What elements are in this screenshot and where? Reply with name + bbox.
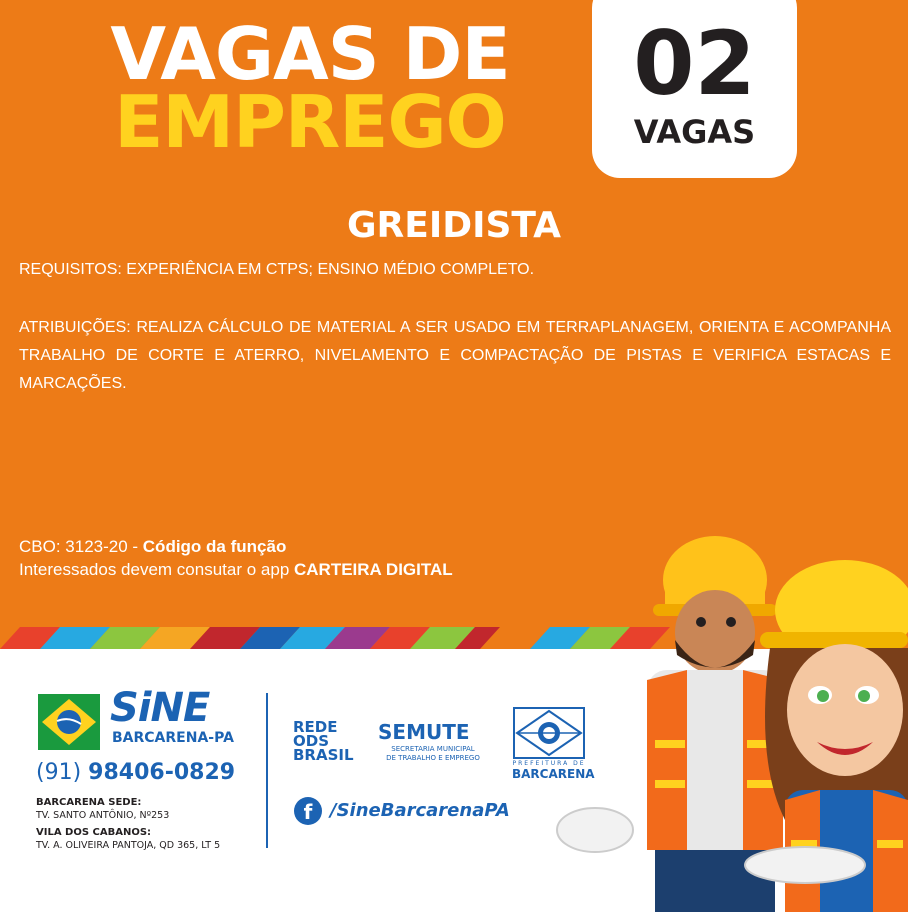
vacancy-count: 02 <box>633 12 756 115</box>
sine-logo: SiNE <box>110 685 210 731</box>
phone-area: (91) <box>36 760 89 785</box>
app-name: CARTEIRA DIGITAL <box>294 560 453 579</box>
rede-line2: ODS <box>293 732 330 750</box>
facebook-icon: f <box>294 797 322 825</box>
footer-divider <box>266 693 268 848</box>
semute-logo: SEMUTE <box>378 720 470 744</box>
headline-line1: VAGAS DE <box>110 12 510 96</box>
cbo-line <box>19 537 286 557</box>
prefeitura-name: BARCARENA <box>512 767 595 781</box>
interest-text: Interessados devem consutar o app <box>19 560 294 579</box>
semute-line1: SECRETARIA MUNICIPAL <box>391 745 475 753</box>
sine-city: BARCARENA-PA <box>112 730 234 746</box>
rede-ods-logo <box>293 720 354 762</box>
headline-line2: EMPREGO <box>114 80 506 164</box>
rede-line3: BRASIL <box>293 746 354 764</box>
semute-subtitle <box>378 745 488 763</box>
workers-illustration <box>555 520 908 912</box>
address-text: TV. SANTO ANTÔNIO, Nº253 <box>36 810 170 821</box>
phone-digits: 98406-0829 <box>88 760 236 785</box>
brazil-flag-icon <box>38 694 100 750</box>
prefeitura-label: PREFEITURA DE <box>512 760 586 767</box>
vacancy-badge <box>592 0 797 178</box>
vacancy-label: VAGAS <box>633 113 756 151</box>
address-heading: VILA DOS CABANOS: <box>36 827 152 838</box>
address-heading: BARCARENA SEDE: <box>36 797 142 808</box>
cbo-code: CBO: 3123-20 - <box>19 537 143 556</box>
facebook-handle[interactable]: /SineBarcarenaPA <box>330 800 510 821</box>
job-title: GREIDISTA <box>346 205 562 246</box>
job-requirements: REQUISITOS: EXPERIÊNCIA EM CTPS; ENSINO MÉDIO COMPLETO. <box>19 261 535 278</box>
semute-line2: DE TRABALHO E EMPREGO <box>386 754 480 762</box>
cbo-label: Código da função <box>142 537 287 556</box>
phone-number <box>36 762 235 784</box>
interest-line <box>19 560 453 580</box>
rede-line1: REDE <box>293 718 338 736</box>
address-text: TV. A. OLIVEIRA PANTOJA, QD 365, LT 5 <box>36 840 221 851</box>
job-attributions: ATRIBUIÇÕES: REALIZA CÁLCULO DE MATERIAL A SER USADO EM TERRAPLANAGEM, ORIENTA E ACOMPANHA TRABALHO DE CORTE E ATERRO, NIVELAMENTO E COMPACTAÇÃO DE PISTAS E VERIFICA ESTACAS E MARCAÇÕES. <box>19 319 891 392</box>
